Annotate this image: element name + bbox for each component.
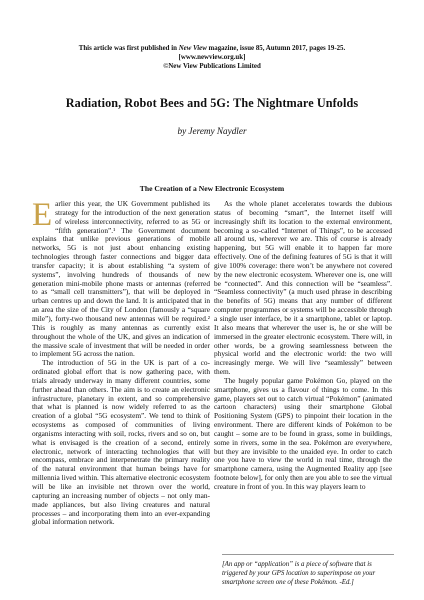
paragraph-3: As the whole planet accelerates towards the dubious status of becoming “smart”, the Internet itself will increasingly shift its location to the external environment, becoming a so-called “Internet of Things”, to be accessed all around us, wherever we are. This of course is already happening, but 5G will enable it to happen far more effectively. One of the defining features of 5G is that it will give 100% coverage: there won’t be anywhere not covered by the new electronic ecosystem. Wherever one is, one will be “connected”. And this connection will be “seamless”. “Seamless connectivity” (a much used phrase in describing the benefits of 5G) means that any number of different computer programmes or systems will be accessible through a single user interface, be it a smartphone, tablet or laptop. It also means that wherever the user is, he or she will be immersed in the greater electronic ecosystem. There will, in other words, be a growing seamlessness between the physical world and the electronic world: the two will increasingly merge. We will live “seamlessly” between them. xyxy=(214,199,392,377)
editor-footnote: [An app or “application” is a piece of software that is triggered by your GPS location to superimpose on your smartphone screen one of these Pokémon. -Ed.] xyxy=(222,554,394,587)
paragraph-1: Earlier this year, the UK Government published its strategy for the introduction of the next generation of wireless interconnectivity, referred to as 5G or “fifth generation”.¹ The Government document explains that unlike previous generations of mobile networks, 5G is not just about enhancing existing technologies through faster connections and bigger data transfer capacity; it is about establishing “a system of systems”, involving hundreds of thousands of new generation mini-mobile phone masts or antennas (referred to as “small cell transmitters”), that will be deployed in urban centres up and down the land. It is anticipated that in an area the size of the City of London (famously a “square mile”), forty-two thousand new antennas will be required.² This is roughly as many antennas as currently exist throughout the whole of the UK, and gives an indication of the massive scale of investment that will be needed in order to implement 5G across the nation. xyxy=(32,197,210,359)
paragraph-4: The hugely popular game Pokémon Go, played on the smartphone, gives us a flavour of things to come. In this game, players set out to catch virtual “Pokémon” (animated cartoon characters) using their smartphone Global Positioning System (GPS) to pinpoint their location in the environment. There are different kinds of Pokémon to be caught – some are to be found in grass, some in buildings, some in rivers, some in the sea. Pokémon are everywhere, but they are invisible to the unaided eye. In order to catch one you have to view the world in real time, through the smartphone camera, using the Augmented Reality app [see footnote below], for only then are you able to see the virtual creature in front of you. In this way players learn to xyxy=(214,375,392,491)
byline: by Jeremy Naydler xyxy=(177,126,247,136)
paragraph-2: The introduction of 5G in the UK is part of a co-ordinated global effort that is now gathering pace, with trials already underway in many different countries, some further ahead than others. The aim is to create an electronic infrastructure, planetary in extent, and so comprehensive that what is planned is now widely referred to as the creation of a global “5G ecosystem”. We tend to think of ecosystems as composed of communities of living organisms interacting with soil, rocks, rivers and so on, but what is envisaged is the creation of a second, entirely electronic, network of interacting technologies that will encompass, embrace and interpenetrate the primary reality of the natural environment that human beings have for millennia lived within. This alternative electronic ecosystem will be like an invisible net thrown over the world, capturing an increasing number of objects – not only man-made appliances, but also living creatures and natural processes – and incorporating them into an ever-expanding global information network. xyxy=(32,358,210,527)
drop-cap: E xyxy=(32,197,53,233)
publication-notice xyxy=(0,44,424,72)
section-heading: The Creation of a New Electronic Ecosystem xyxy=(139,184,285,193)
article-title: Radiation, Robot Bees and 5G: The Nightmare Unfolds xyxy=(65,96,359,110)
notice-line-3-copyright: ©New View Publications Limited xyxy=(163,63,261,71)
left-column xyxy=(32,197,210,527)
right-column xyxy=(214,200,392,492)
magazine-name: New View xyxy=(178,45,207,52)
notice-line-2-url: [www.newview.org.uk] xyxy=(178,54,246,62)
notice-line-1: This article was first published in New View magazine, issue 85, Autumn 2017, pages 19-25. xyxy=(78,45,346,52)
